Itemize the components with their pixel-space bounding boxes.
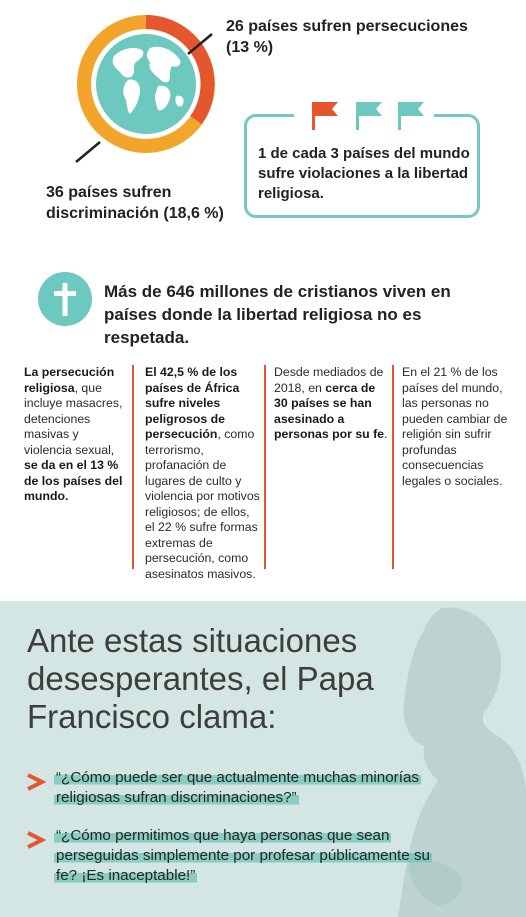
column-text-run: , como terrorismo, profanación de lugares de culto y violencia por motivos religiosos; de ellos, el 22 % sufre formas extremas de persecución, como asesinatos masivos. [145,427,260,581]
column-divider [264,365,266,569]
quote-1 [54,768,424,808]
quote-2 [54,826,434,886]
column-text-run: En el 21 % de los países del mundo, las personas no pueden cambiar de religión sin sufrir profundas consecuencias legales o sociales. [402,365,508,488]
headline: Ante estas situaciones desesperantes, el Papa Francisco clama: [27,622,374,735]
column-text-run: El 42,5 % de los países de África sufre niveles peligrosos de persecución [145,365,240,441]
column-text-run: se da en el 13 % de los países del mundo. [24,458,123,503]
column-killings [274,365,388,443]
column-africa [145,365,261,582]
discrimination-stat: 36 países sufren discriminación (18,6 %) [46,184,224,222]
chevron-right-icon [26,831,46,849]
flags-icon [294,96,434,134]
column-divider [392,365,394,569]
christians-stat: Más de 646 millones de cristianos viven en países donde la libertad religiosa no es respetada. [104,282,451,347]
column-text-run: , que incluye masacres, detenciones masivas y violencia sexual, [24,380,123,457]
column-text-run: . [384,427,388,441]
column-conversion [402,365,512,489]
column-divider [132,365,134,569]
chevron-right-icon [26,773,46,791]
quote-2-text: “¿Cómo permitimos que haya personas que sean perseguidas simplemente por profesar públicamente su fe? ¡Es inaceptable!” [56,827,430,884]
cross-icon [38,272,92,326]
quote-1-text: “¿Cómo puede ser que actualmente muchas minorías religiosas sufran discriminaciones?” [56,769,419,806]
column-text-run: Desde mediados de 2018, en [274,365,384,395]
column-text-run: cerca de 30 países se han asesinado a personas por su fe [274,380,385,441]
persecution-stat: 26 países sufren persecuciones (13 %) [226,18,468,56]
column-persecution [24,365,124,505]
column-text-run: La persecución religiosa [24,365,115,395]
fact-text: 1 de cada 3 países del mundo sufre violaciones a la libertad religiosa. [258,145,470,202]
